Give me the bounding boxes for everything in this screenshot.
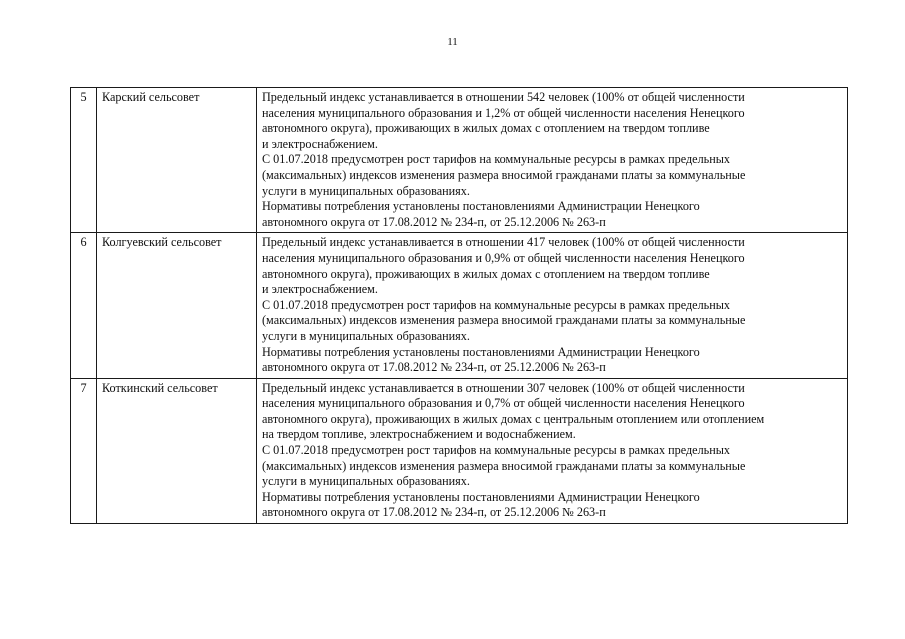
description-line: (максимальных) индексов изменения размера вносимой гражданами платы за коммунальные xyxy=(262,167,746,182)
row-description xyxy=(257,378,848,523)
row-description xyxy=(257,88,848,233)
description-line: на твердом топливе, электроснабжением и водоснабжением. xyxy=(262,427,576,442)
description-line: Предельный индекс устанавливается в отношении 307 человек (100% от общей численности xyxy=(262,380,745,395)
description-line: услуги в муниципальных образованиях. xyxy=(262,183,470,198)
municipality-name: Карский сельсовет xyxy=(97,88,257,233)
row-number: 5 xyxy=(71,88,97,233)
description-line: автономного округа от 17.08.2012 № 234-п, от 25.12.2006 № 263-п xyxy=(262,214,606,229)
description-line: автономного округа), проживающих в жилых домах с отоплением на твердом топливе xyxy=(262,266,710,281)
description-line: автономного округа от 17.08.2012 № 234-п, от 25.12.2006 № 263-п xyxy=(262,360,606,375)
table-row xyxy=(71,88,848,233)
description-line: автономного округа от 17.08.2012 № 234-п, от 25.12.2006 № 263-п xyxy=(262,505,606,520)
description-line: населения муниципального образования и 1,2% от общей численности населения Ненецкого xyxy=(262,105,745,120)
row-number: 7 xyxy=(71,378,97,523)
table-row xyxy=(71,378,848,523)
description-line: и электроснабжением. xyxy=(262,136,378,151)
description-line: Нормативы потребления установлены постановлениями Администрации Ненецкого xyxy=(262,489,700,504)
page-number: 11 xyxy=(447,36,458,48)
description-line: населения муниципального образования и 0,7% от общей численности населения Ненецкого xyxy=(262,396,745,411)
description-line: (максимальных) индексов изменения размера вносимой гражданами платы за коммунальные xyxy=(262,458,746,473)
description-line: автономного округа), проживающих в жилых домах с отоплением на твердом топливе xyxy=(262,121,710,136)
row-number: 6 xyxy=(71,233,97,378)
row-description xyxy=(257,233,848,378)
municipalities-table xyxy=(70,87,848,524)
description-line: Нормативы потребления установлены постановлениями Администрации Ненецкого xyxy=(262,199,700,214)
municipality-name: Колгуевский сельсовет xyxy=(97,233,257,378)
description-line: и электроснабжением. xyxy=(262,282,378,297)
description-line: населения муниципального образования и 0,9% от общей численности населения Ненецкого xyxy=(262,250,745,265)
description-line: Предельный индекс устанавливается в отношении 417 человек (100% от общей численности xyxy=(262,235,745,250)
description-line: Нормативы потребления установлены постановлениями Администрации Ненецкого xyxy=(262,344,700,359)
description-line: С 01.07.2018 предусмотрен рост тарифов на коммунальные ресурсы в рамках предельных xyxy=(262,297,731,312)
table-row xyxy=(71,233,848,378)
description-line: автономного округа), проживающих в жилых домах с центральным отоплением или отоплением xyxy=(262,411,765,426)
description-line: услуги в муниципальных образованиях. xyxy=(262,474,470,489)
description-line: (максимальных) индексов изменения размера вносимой гражданами платы за коммунальные xyxy=(262,313,746,328)
municipality-name: Коткинский сельсовет xyxy=(97,378,257,523)
description-line: Предельный индекс устанавливается в отношении 542 человек (100% от общей численности xyxy=(262,90,745,104)
description-line: С 01.07.2018 предусмотрен рост тарифов на коммунальные ресурсы в рамках предельных xyxy=(262,152,731,167)
description-line: услуги в муниципальных образованиях. xyxy=(262,328,470,343)
description-line: С 01.07.2018 предусмотрен рост тарифов на коммунальные ресурсы в рамках предельных xyxy=(262,443,731,458)
